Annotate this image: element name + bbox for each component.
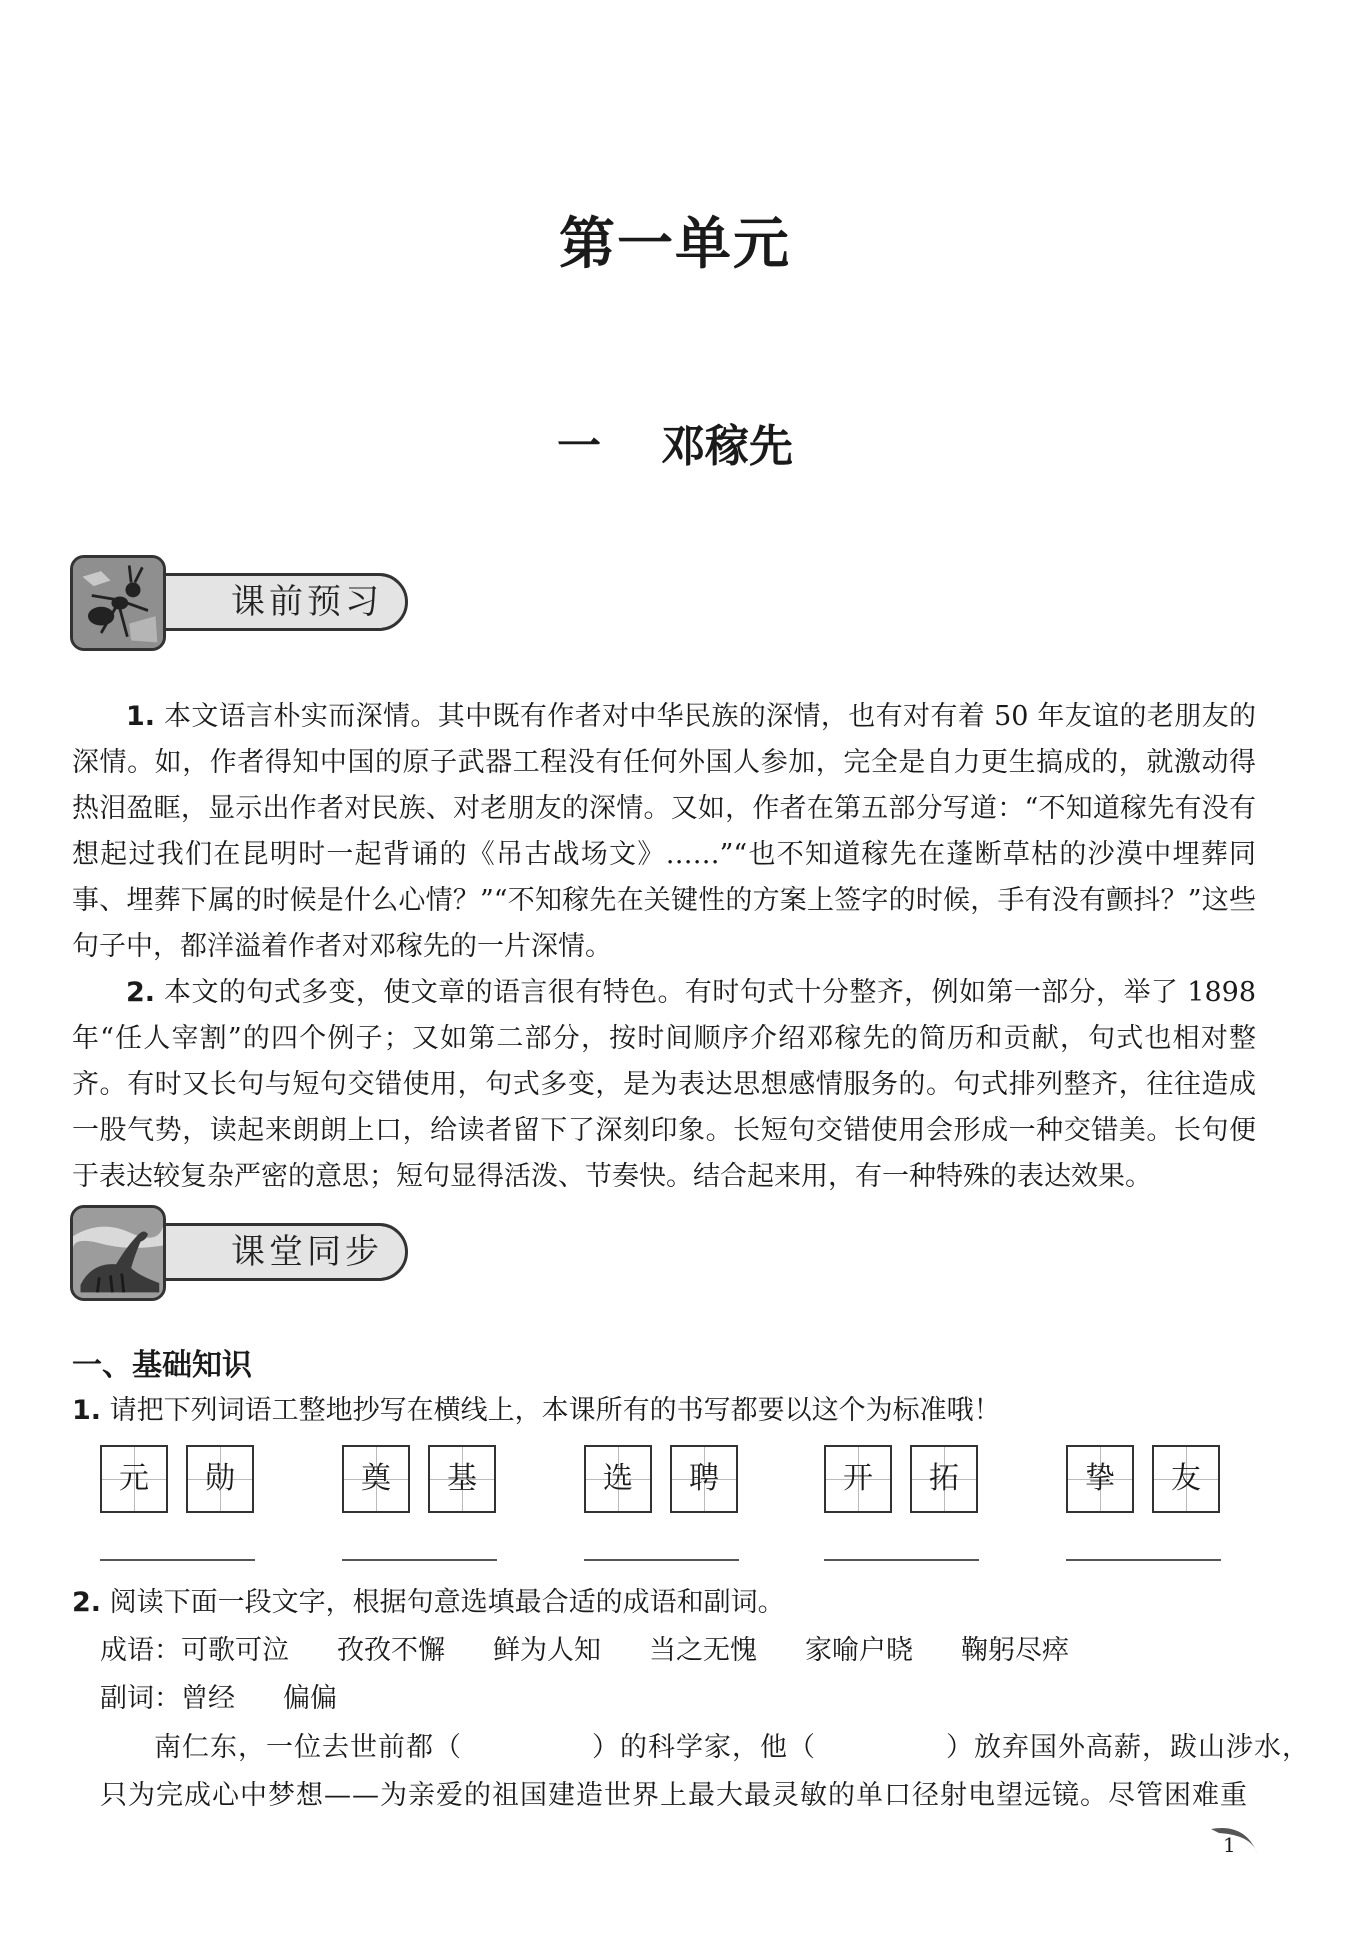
adverb-options bbox=[100, 1676, 385, 1715]
ant-icon bbox=[70, 555, 166, 651]
char-box: 奠 bbox=[342, 1445, 410, 1513]
char-box: 选 bbox=[584, 1445, 652, 1513]
char-box: 开 bbox=[824, 1445, 892, 1513]
preview-text bbox=[72, 694, 1256, 1200]
question-number: 2. bbox=[72, 1587, 102, 1618]
char-box: 基 bbox=[428, 1445, 496, 1513]
write-line[interactable] bbox=[584, 1559, 739, 1561]
page-number bbox=[1205, 1819, 1265, 1869]
paragraph-text: 本文的句式多变，使文章的语言很有特色。有时句式十分整齐，例如第一部分，举了 1898 年“任人宰割”的四个例子；又如第二部分，按时间顺序介绍邓稼先的简历和贡献，句式也相对整齐。有时又长句与短句交错使用，句式多变，是为表达思想感情服务的。句式排列整齐，往往造成一股气势，读起来朗朗上口，给读者留下了深刻印象。长短句交错使用会形成一种交错美。长句便于表达较复杂严密的意思；短句显得活泼、节奏快。结合起来用，有一种特殊的表达效果。 bbox=[72, 977, 1256, 1192]
idiom-option: 孜孜不懈 bbox=[337, 1635, 445, 1666]
adverb-option: 曾经 bbox=[181, 1683, 235, 1714]
passage-part: ）的科学家，他（ bbox=[592, 1732, 816, 1763]
question-number: 1. bbox=[72, 1395, 102, 1426]
adverb-option: 偏偏 bbox=[283, 1683, 337, 1714]
paragraph-text: 本文语言朴实而深情。其中既有作者对中华民族的深情，也有对有着 50 年友谊的老朋友的深情。如，作者得知中国的原子武器工程没有任何外国人参加，完全是自力更生搞成的，就激动得热泪盈眶，显示出作者对民族、对老朋友的深情。又如，作者在第五部分写道：“不知道稼先有没有想起过我们在昆明时一起背诵的《吊古战场文》……”“也不知道稼先在蓬断草枯的沙漠中埋葬同事、埋葬下属的时候是什么心情？”“不知稼先在关键性的方案上签字的时候，手有没有颤抖？”这些句子中，都洋溢着作者对邓稼先的一片深情。 bbox=[72, 701, 1256, 962]
idiom-option: 鲜为人知 bbox=[493, 1635, 601, 1666]
char-box: 勋 bbox=[186, 1445, 254, 1513]
char-box: 聘 bbox=[670, 1445, 738, 1513]
class-badge-label: 课堂同步 bbox=[128, 1223, 408, 1281]
question-text: 请把下列词语工整地抄写在横线上，本课所有的书写都要以这个为标准哦！ bbox=[109, 1395, 1001, 1426]
idiom-label: 成语： bbox=[100, 1635, 181, 1666]
passage-line-1 bbox=[100, 1724, 1310, 1772]
page-number-text: 1 bbox=[1223, 1833, 1236, 1857]
idiom-option: 可歌可泣 bbox=[181, 1635, 289, 1666]
write-line[interactable] bbox=[1066, 1559, 1221, 1561]
passage-line-2: 只为完成心中梦想——为亲爱的祖国建造世界上最大最灵敏的单口径射电望远镜。尽管困难重 bbox=[100, 1780, 1248, 1811]
write-line[interactable] bbox=[100, 1559, 255, 1561]
lesson-title bbox=[0, 410, 1350, 474]
idiom-option: 鞠躬尽瘁 bbox=[961, 1635, 1069, 1666]
lesson-name: 邓稼先 bbox=[661, 421, 793, 472]
idiom-option: 家喻户晓 bbox=[805, 1635, 913, 1666]
question-text: 阅读下面一段文字，根据句意选填最合适的成语和副词。 bbox=[109, 1587, 785, 1618]
unit-title: 第一单元 bbox=[559, 212, 791, 277]
question-1 bbox=[72, 1388, 1001, 1427]
question-2 bbox=[72, 1580, 785, 1619]
preview-paragraph-1 bbox=[72, 694, 1256, 970]
basic-knowledge-heading: 一、基础知识 bbox=[72, 1348, 252, 1383]
dinosaur-icon bbox=[70, 1205, 166, 1301]
write-line[interactable] bbox=[342, 1559, 497, 1561]
class-section-badge bbox=[70, 1205, 383, 1301]
passage-part: 南仁东，一位去世前都（ bbox=[154, 1732, 462, 1763]
char-box: 拓 bbox=[910, 1445, 978, 1513]
lesson-number: 一 bbox=[557, 421, 601, 472]
char-box: 挚 bbox=[1066, 1445, 1134, 1513]
write-line[interactable] bbox=[824, 1559, 979, 1561]
idiom-options bbox=[100, 1628, 1117, 1667]
adverb-label: 副词： bbox=[100, 1683, 181, 1714]
preview-section-badge bbox=[70, 555, 383, 651]
char-box: 友 bbox=[1152, 1445, 1220, 1513]
fill-in-passage bbox=[100, 1724, 1310, 1820]
word-copy-grid bbox=[100, 1445, 1250, 1565]
preview-paragraph-2 bbox=[72, 970, 1256, 1200]
paragraph-number: 2. bbox=[126, 977, 156, 1008]
paragraph-number: 1. bbox=[126, 701, 156, 732]
preview-badge-label: 课前预习 bbox=[128, 573, 408, 631]
char-box: 元 bbox=[100, 1445, 168, 1513]
passage-part: ）放弃国外高薪，跋山涉水， bbox=[946, 1732, 1310, 1763]
idiom-option: 当之无愧 bbox=[649, 1635, 757, 1666]
